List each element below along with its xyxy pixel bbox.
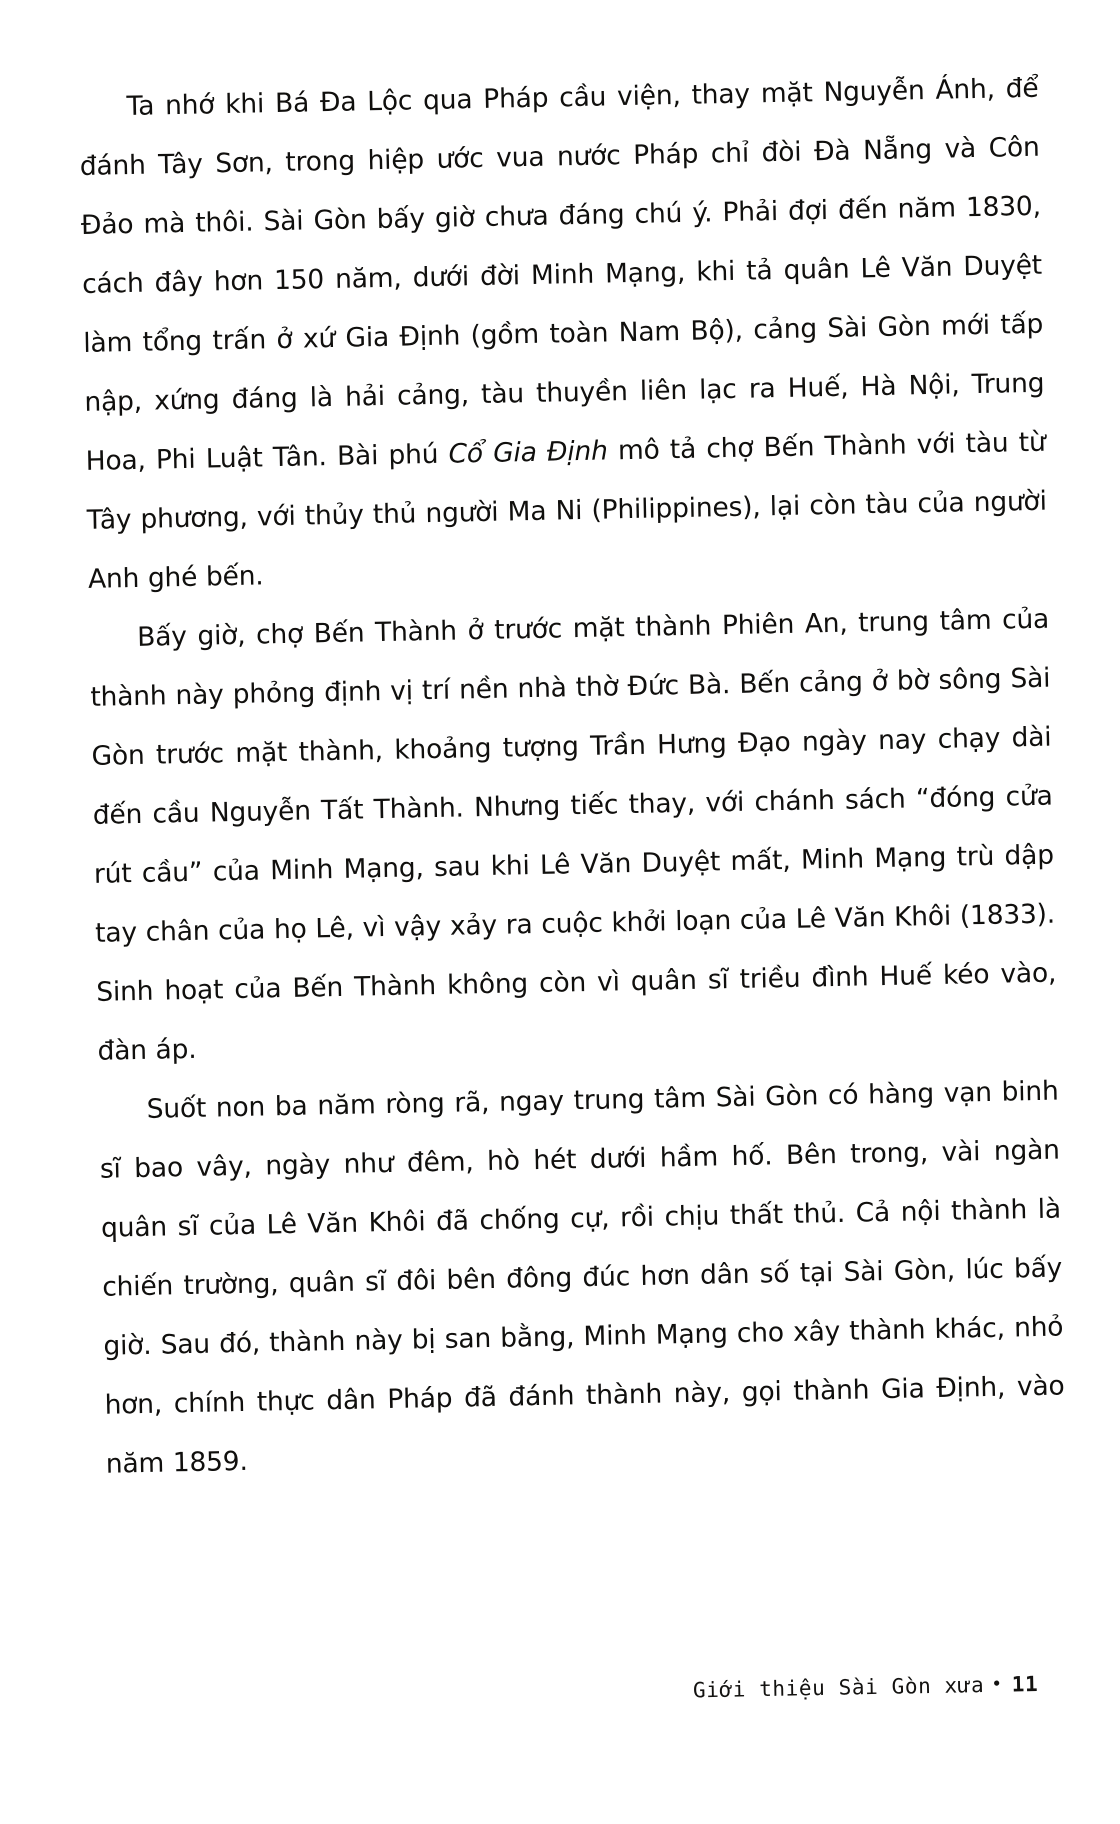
- page-footer: [78, 1672, 1038, 1714]
- paragraph-1-run-3: mô tả chợ Bến Thành với tàu từ Tây phương, với thủy thủ người Ma Ni (Philippines), lại còn tàu của người Anh ghé bến.: [86, 426, 1047, 595]
- paragraph-3: Suốt non ba năm ròng rã, ngay trung tâm Sài Gòn có hàng vạn binh sĩ bao vây, ngày như đêm, hò hét dưới hầm hố. Bên trong, vài ngàn quân sĩ của Lê Văn Khôi đã chống cự, rồi chịu thất thủ. Cả nội thành là chiến trường, quân sĩ đôi bên đông đúc hơn dân số tại Sài Gòn, lúc bấy giờ. Sau đó, thành này bị san bằng, Minh Mạng cho xây thành khác, nhỏ hơn, chính thực dân Pháp đã đánh thành này, gọi thành Gia Định, vào năm 1859.: [99, 1075, 1065, 1480]
- footer-separator-dot: •: [991, 1673, 1003, 1695]
- page-body: [78, 59, 1066, 1494]
- paragraph-2: Bấy giờ, chợ Bến Thành ở trước mặt thành Phiên An, trung tâm của thành này phỏng định vị trí nền nhà thờ Đức Bà. Bến cảng ở bờ sông Sài Gòn trước mặt thành, khoảng tượng Trần Hưng Đạo ngày nay chạy dài đến cầu Nguyễn Tất Thành. Nhưng tiếc thay, với chánh sách “đóng cửa rút cầu” của Minh Mạng, sau khi Lê Văn Duyệt mất, Minh Mạng trù dập tay chân của họ Lê, vì vậy xảy ra cuộc khởi loạn của Lê Văn Khôi (1833). Sinh hoạt của Bến Thành không còn vì quân sĩ triều đình Huế kéo vào, đàn áp.: [90, 603, 1057, 1067]
- running-title: Giới thiệu Sài Gòn xưa: [692, 1672, 985, 1703]
- paragraph-1-run-2-italic-title: Cổ Gia Định: [448, 435, 608, 470]
- paragraph-1: [78, 59, 1048, 609]
- paragraph-1-run-1: Ta nhớ khi Bá Đa Lộc qua Pháp cầu viện, thay mặt Nguyễn Ánh, để đánh Tây Sơn, trong hiệp ước vua nước Pháp chỉ đòi Đà Nẵng và Côn Đảo mà thôi. Sài Gòn bấy giờ chưa đáng chú ý. Phải đợi đến năm 1830, cách đây hơn 150 năm, dưới đời Minh Mạng, khi tả quân Lê Văn Duyệt làm tổng trấn ở xứ Gia Định (gồm toàn Nam Bộ), cảng Sài Gòn mới tấp nập, xứng đáng là hải cảng, tàu thuyền liên lạc ra Huế, Hà Nội, Trung Hoa, Phi Luật Tân. Bài phú: [79, 72, 1045, 477]
- page-number: 11: [1011, 1672, 1039, 1697]
